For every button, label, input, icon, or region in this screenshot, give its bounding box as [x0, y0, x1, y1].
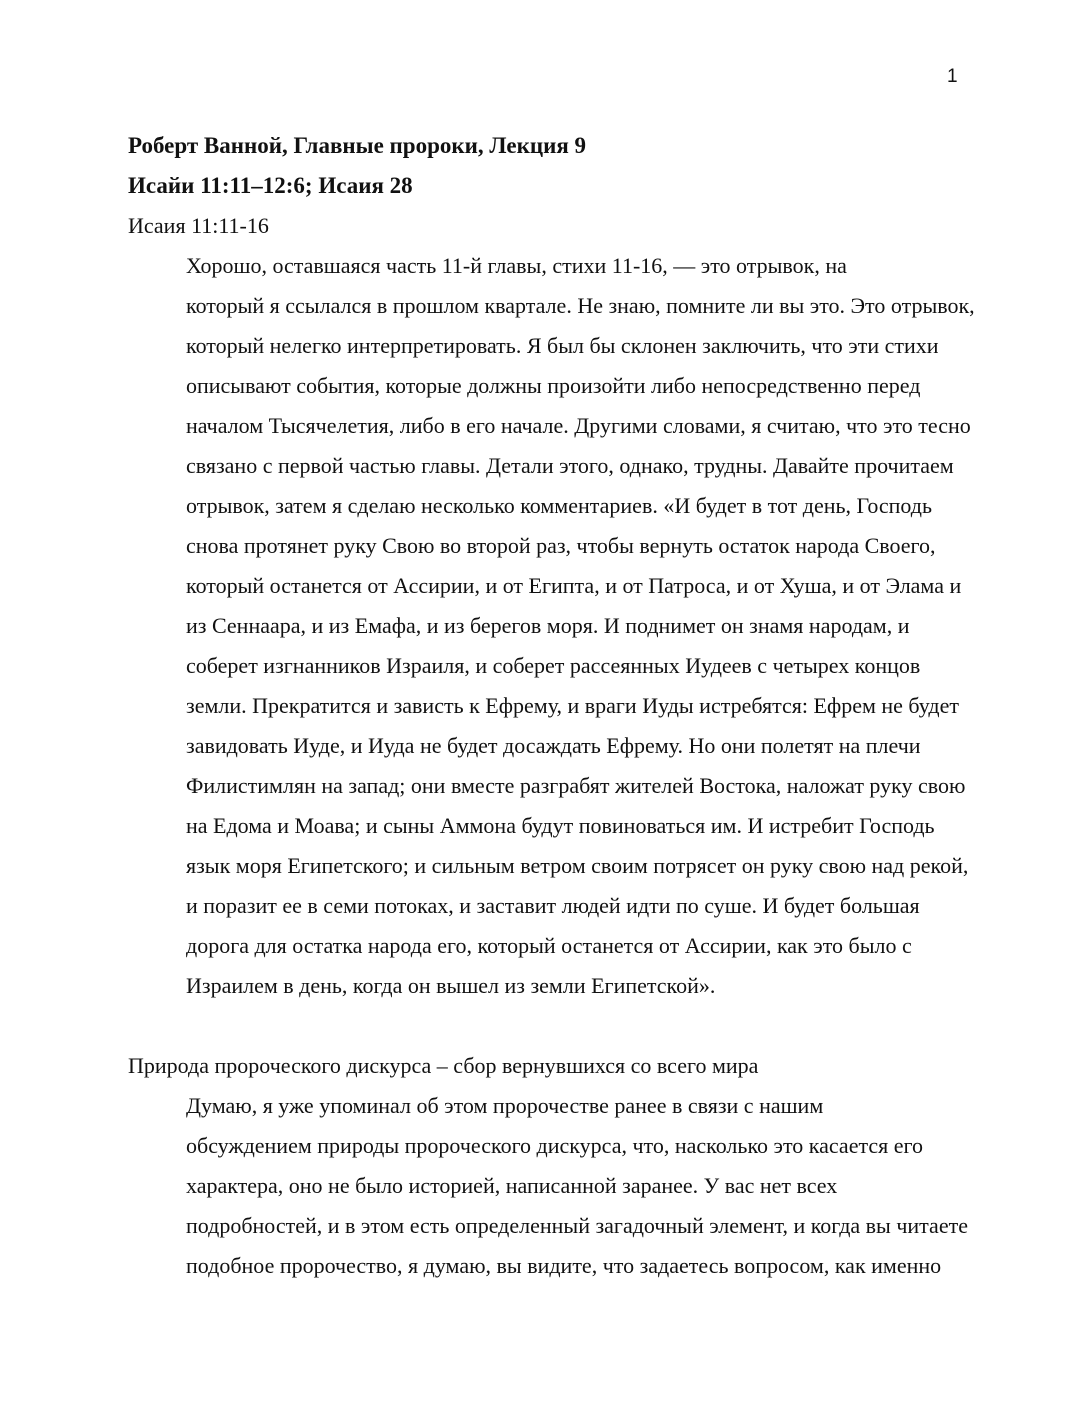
document-body [128, 126, 975, 1286]
paragraph-2 [128, 1086, 968, 1286]
document-title: Роберт Ванной, Главные пророки, Лекция 9 [128, 133, 587, 158]
section-heading-2: Природа пророческого дискурса – сбор вернувшихся со всего мира [128, 1053, 759, 1078]
text-line: подробностей, и в этом есть определенный загадочный элемент, и когда вы читаете [186, 1213, 968, 1238]
text-line: характера, оно не было историей, написанной заранее. У вас нет всех [186, 1173, 838, 1198]
text-line: Думаю, я уже упоминал об этом пророчестве ранее в связи с нашим [186, 1093, 824, 1118]
section-heading-1: Исаия 11:11-16 [128, 213, 269, 238]
text-line: Израилем в день, когда он вышел из земли Египетской». [186, 973, 716, 998]
text-line: который нелегко интерпретировать. Я был бы склонен заключить, что эти стихи [186, 333, 939, 358]
text-line: Хорошо, оставшаяся часть 11-й главы, стихи 11-16, — это отрывок, на [186, 253, 847, 278]
text-line: соберет изгнанников Израиля, и соберет рассеянных Иудеев с четырех концов [186, 653, 921, 678]
text-line: который останется от Ассирии, и от Египта, и от Патроса, и от Хуша, и от Элама и [186, 573, 962, 598]
document-subtitle: Исайи 11:11–12:6; Исаия 28 [128, 173, 413, 198]
text-line: завидовать Иуде, и Иуда не будет досаждать Ефрему. Но они полетят на плечи [186, 733, 921, 758]
text-line: который я ссылался в прошлом квартале. Не знаю, помните ли вы это. Это отрывок, [186, 293, 975, 318]
text-line: язык моря Египетского; и сильным ветром своим потрясет он руку свою над рекой, [186, 853, 969, 878]
text-line: на Едома и Моава; и сыны Аммона будут повиноваться им. И истребит Господь [186, 813, 935, 838]
paragraph-1 [128, 246, 975, 1006]
text-line: подобное пророчество, я думаю, вы видите, что задаетесь вопросом, как именно [186, 1253, 942, 1278]
text-line: из Сеннаара, и из Емафа, и из берегов моря. И поднимет он знамя народам, и [186, 613, 910, 638]
text-line: началом Тысячелетия, либо в его начале. Другими словами, я считаю, что это тесно [186, 413, 971, 438]
text-line: отрывок, затем я сделаю несколько комментариев. «И будет в тот день, Господь [186, 493, 933, 518]
text-line: и поразит ее в семи потоках, и заставит людей идти по суше. И будет большая [186, 893, 920, 918]
text-line: земли. Прекратится и зависть к Ефрему, и враги Иуды истребятся: Ефрем не будет [186, 693, 959, 718]
text-line: снова протянет руку Свою во второй раз, чтобы вернуть остаток народа Своего, [186, 533, 936, 558]
text-line: связано с первой частью главы. Детали этого, однако, трудны. Давайте прочитаем [186, 453, 954, 478]
text-line: Филистимлян на запад; они вместе разграбят жителей Востока, наложат руку свою [186, 773, 966, 798]
text-line: дорога для остатка народа его, который останется от Ассирии, как это было с [186, 933, 912, 958]
text-line: описывают события, которые должны произойти либо непосредственно перед [186, 373, 921, 398]
page-number: 1 [947, 66, 958, 87]
spacer [128, 1006, 960, 1046]
text-line: обсуждением природы пророческого дискурса, что, насколько это касается его [186, 1133, 923, 1158]
